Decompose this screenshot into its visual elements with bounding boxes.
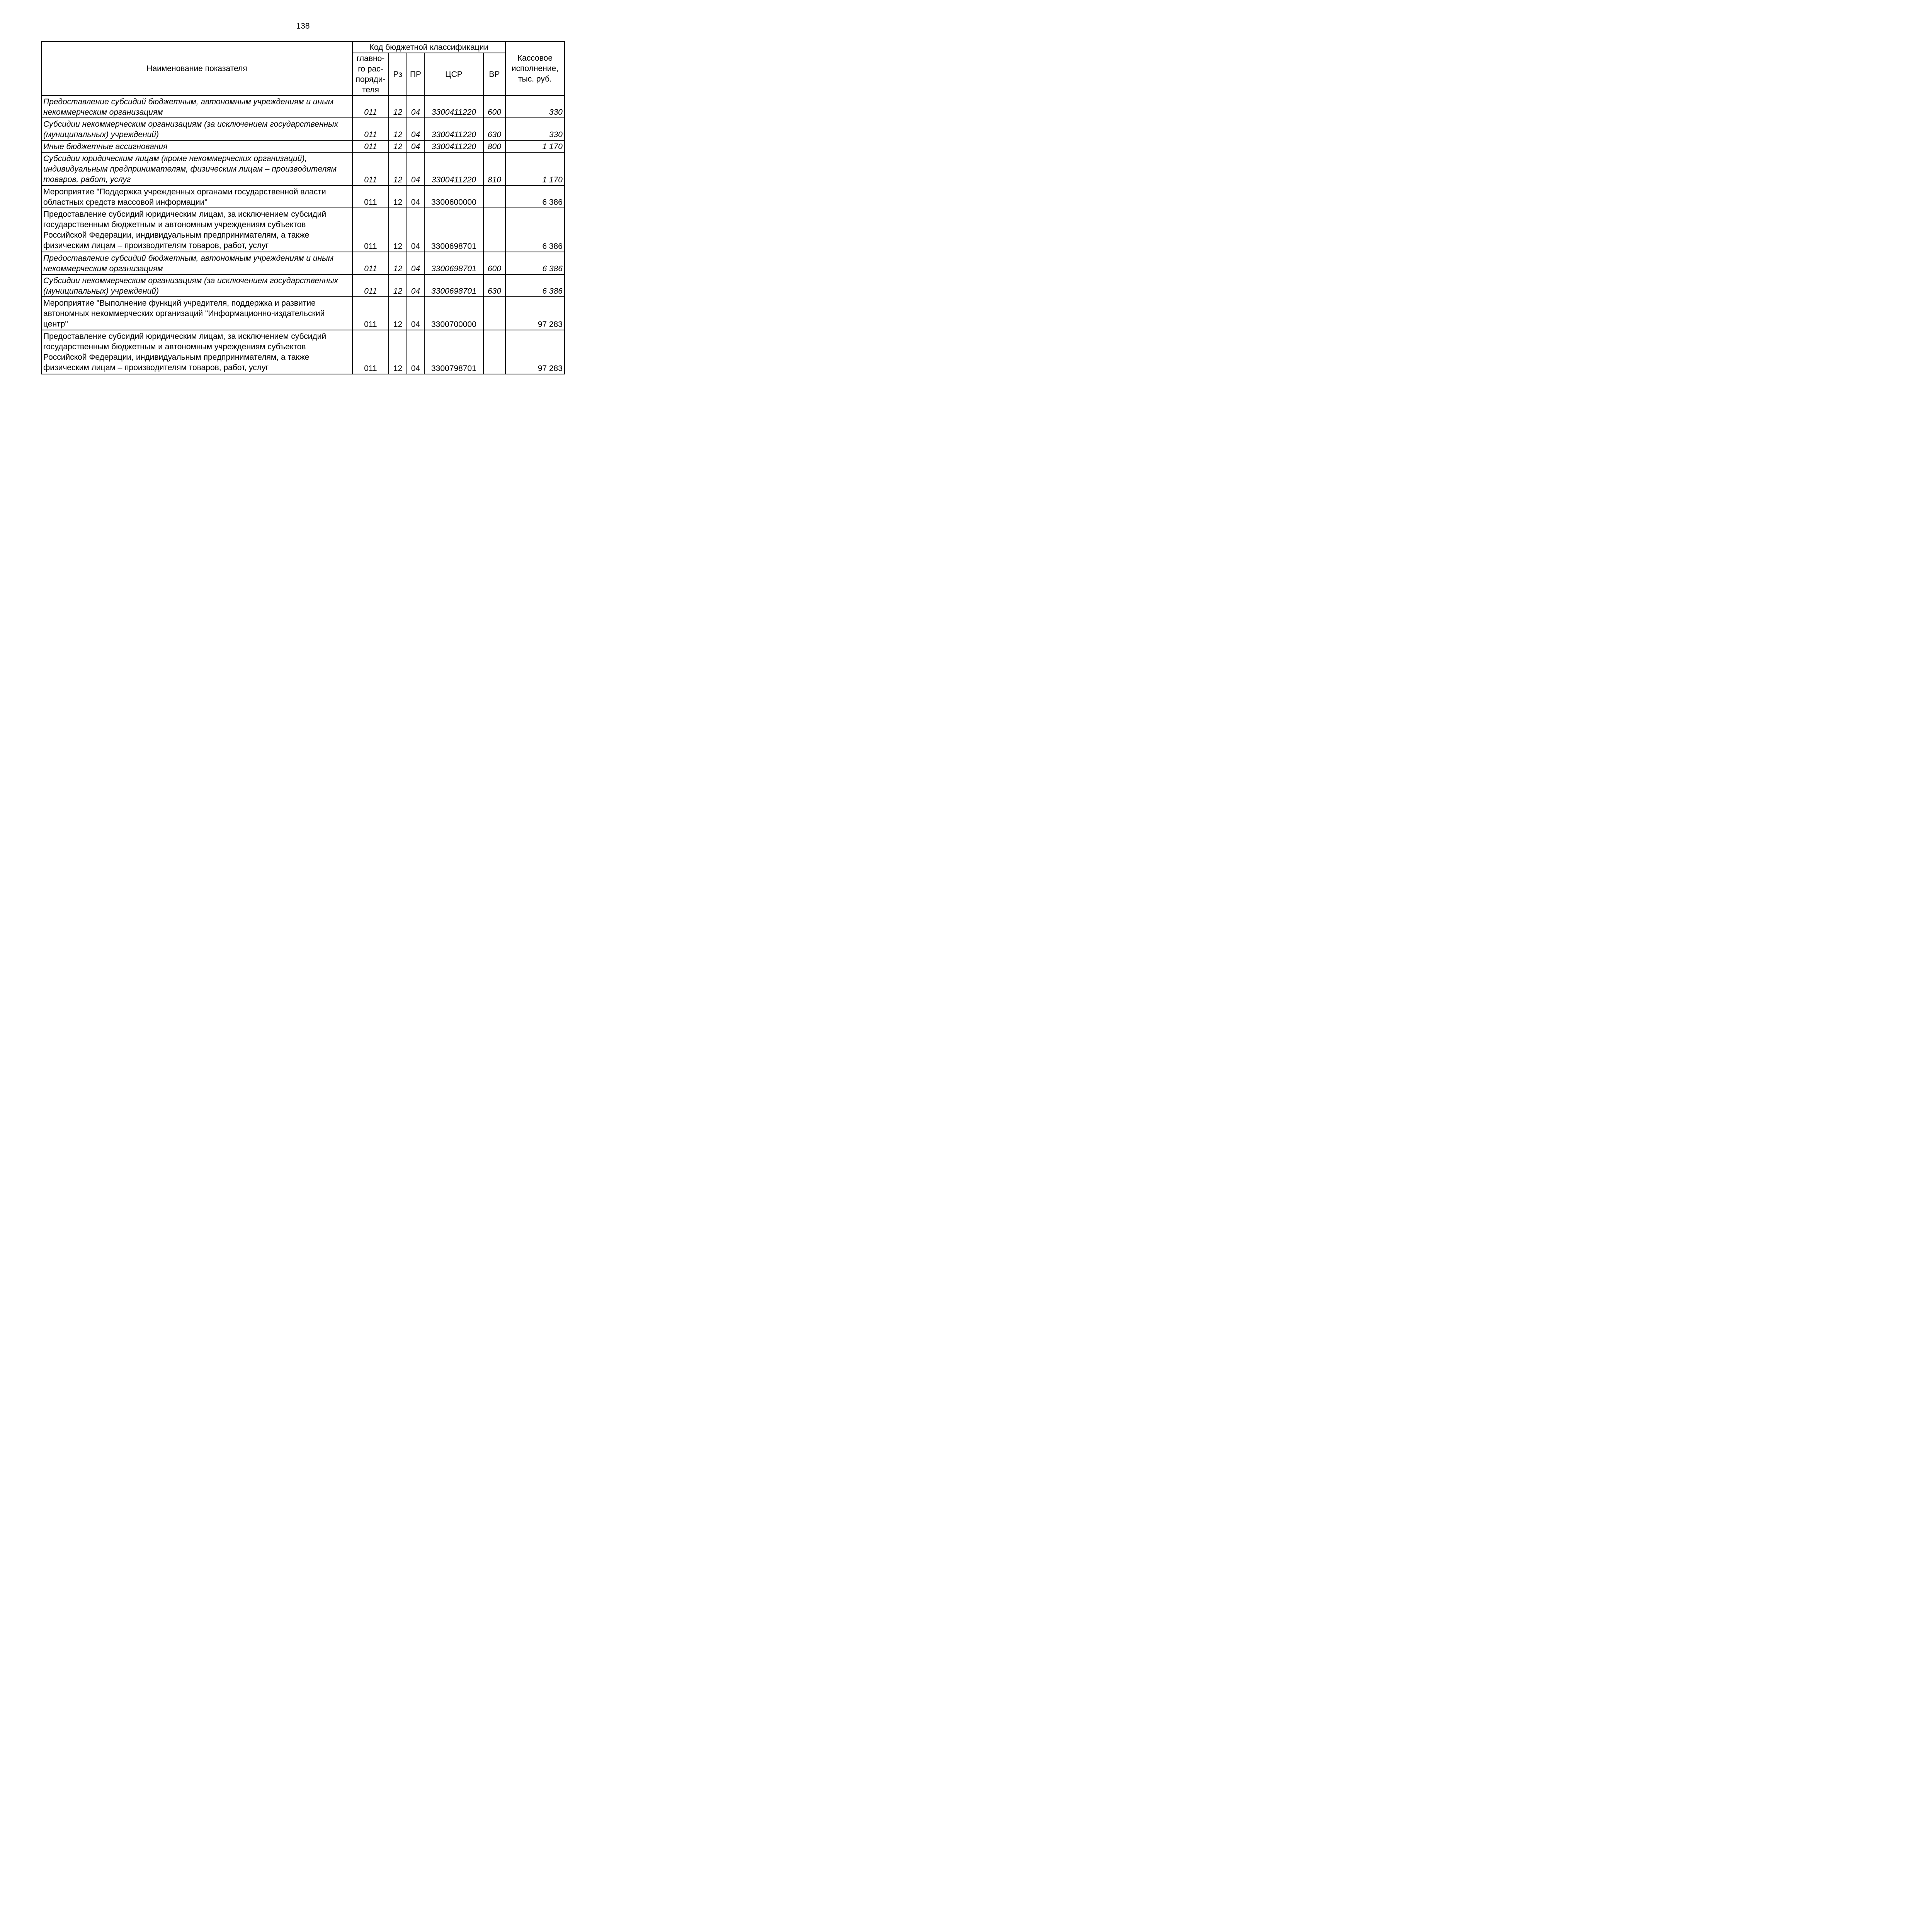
row-rz-code: 12 (389, 208, 407, 252)
row-vr-code: 810 (483, 152, 505, 185)
row-amount: 6 386 (505, 252, 565, 274)
row-name: Мероприятие "Поддержка учрежденных органами государственной власти областных средств массовой информации" (41, 185, 352, 208)
row-rz-code: 12 (389, 118, 407, 140)
table-row (41, 118, 565, 140)
row-vr-code (483, 297, 505, 330)
row-rz-code: 12 (389, 252, 407, 274)
row-grs-code: 011 (352, 185, 389, 208)
row-amount: 1 170 (505, 152, 565, 185)
header-amount-line: тыс. руб. (518, 74, 552, 83)
table-row (41, 330, 565, 374)
row-grs-code: 011 (352, 274, 389, 297)
row-name: Субсидии юридическим лицам (кроме некоммерческих организаций), индивидуальным предпринимателям, физическим лицам – производителям товаров, работ, услуг (41, 152, 352, 185)
header-grs (352, 53, 389, 95)
row-grs-code: 011 (352, 140, 389, 152)
row-grs-code: 011 (352, 95, 389, 118)
row-vr-code: 630 (483, 118, 505, 140)
row-pr-code: 04 (407, 118, 424, 140)
row-pr-code: 04 (407, 140, 424, 152)
row-rz-code: 12 (389, 95, 407, 118)
row-csr-code: 3300411220 (424, 118, 483, 140)
header-pr: ПР (407, 53, 424, 95)
row-name: Субсидии некоммерческим организациям (за исключением государственных (муниципальных) учреждений) (41, 118, 352, 140)
row-name: Предоставление субсидий бюджетным, автономным учреждениям и иным некоммерческим организациям (41, 252, 352, 274)
row-csr-code: 3300700000 (424, 297, 483, 330)
table-row (41, 297, 565, 330)
table-row (41, 185, 565, 208)
row-pr-code: 04 (407, 330, 424, 374)
header-grs-line: теля (362, 85, 379, 94)
row-rz-code: 12 (389, 185, 407, 208)
header-grs-line: поряди- (355, 75, 386, 84)
row-rz-code: 12 (389, 152, 407, 185)
table-row (41, 95, 565, 118)
header-name: Наименование показателя (41, 41, 352, 95)
row-csr-code: 3300411220 (424, 140, 483, 152)
row-csr-code: 3300698701 (424, 274, 483, 297)
row-pr-code: 04 (407, 208, 424, 252)
row-csr-code: 3300698701 (424, 208, 483, 252)
row-amount: 6 386 (505, 185, 565, 208)
row-amount: 1 170 (505, 140, 565, 152)
header-grs-line: го рас- (358, 65, 383, 73)
row-rz-code: 12 (389, 140, 407, 152)
row-pr-code: 04 (407, 252, 424, 274)
row-rz-code: 12 (389, 330, 407, 374)
table-body (41, 95, 565, 374)
row-name: Мероприятие "Выполнение функций учредителя, поддержка и развитие автономных некоммерческих организаций "Информационно-издательский центр" (41, 297, 352, 330)
row-name: Предоставление субсидий юридическим лицам, за исключением субсидий государственным бюджетным и автономным учреждениям субъектов Российской Федерации, индивидуальным предпринимателям, а также физическим лицам – производителям товаров, работ, услуг (41, 330, 352, 374)
row-amount: 330 (505, 95, 565, 118)
header-rz: Рз (389, 53, 407, 95)
row-csr-code: 3300411220 (424, 95, 483, 118)
row-amount: 6 386 (505, 274, 565, 297)
table-header (41, 41, 565, 95)
header-csr: ЦСР (424, 53, 483, 95)
row-grs-code: 011 (352, 297, 389, 330)
row-vr-code: 600 (483, 95, 505, 118)
page-number: 138 (296, 22, 310, 31)
table-row (41, 208, 565, 252)
row-grs-code: 011 (352, 252, 389, 274)
row-amount: 330 (505, 118, 565, 140)
row-name: Предоставление субсидий юридическим лицам, за исключением субсидий государственным бюджетным и автономным учреждениям субъектов Российской Федерации, индивидуальным предпринимателям, а также физическим лицам – производителям товаров, работ, услуг (41, 208, 352, 252)
header-amount (505, 41, 565, 95)
row-vr-code: 800 (483, 140, 505, 152)
row-amount: 97 283 (505, 297, 565, 330)
row-amount: 97 283 (505, 330, 565, 374)
table-row (41, 152, 565, 185)
table-row (41, 252, 565, 274)
row-vr-code (483, 185, 505, 208)
row-grs-code: 011 (352, 118, 389, 140)
row-vr-code (483, 330, 505, 374)
row-vr-code: 600 (483, 252, 505, 274)
row-pr-code: 04 (407, 297, 424, 330)
row-pr-code: 04 (407, 95, 424, 118)
row-rz-code: 12 (389, 274, 407, 297)
header-amount-line: Кассовое (517, 53, 553, 63)
header-amount-line: исполнение, (511, 64, 559, 73)
row-grs-code: 011 (352, 208, 389, 252)
row-pr-code: 04 (407, 152, 424, 185)
row-csr-code: 3300798701 (424, 330, 483, 374)
row-amount: 6 386 (505, 208, 565, 252)
row-csr-code: 3300411220 (424, 152, 483, 185)
row-grs-code: 011 (352, 152, 389, 185)
row-vr-code (483, 208, 505, 252)
row-csr-code: 3300698701 (424, 252, 483, 274)
row-rz-code: 12 (389, 297, 407, 330)
row-csr-code: 3300600000 (424, 185, 483, 208)
row-name: Иные бюджетные ассигнования (41, 140, 352, 152)
row-name: Предоставление субсидий бюджетным, автономным учреждениям и иным некоммерческим организациям (41, 95, 352, 118)
row-pr-code: 04 (407, 185, 424, 208)
row-vr-code: 630 (483, 274, 505, 297)
budget-table (41, 41, 565, 374)
table-row (41, 140, 565, 152)
row-name: Субсидии некоммерческим организациям (за исключением государственных (муниципальных) учреждений) (41, 274, 352, 297)
table-row (41, 274, 565, 297)
header-grs-line: главно- (356, 54, 385, 63)
row-grs-code: 011 (352, 330, 389, 374)
header-vr: ВР (483, 53, 505, 95)
header-code-group: Код бюджетной классификации (352, 41, 505, 53)
row-pr-code: 04 (407, 274, 424, 297)
